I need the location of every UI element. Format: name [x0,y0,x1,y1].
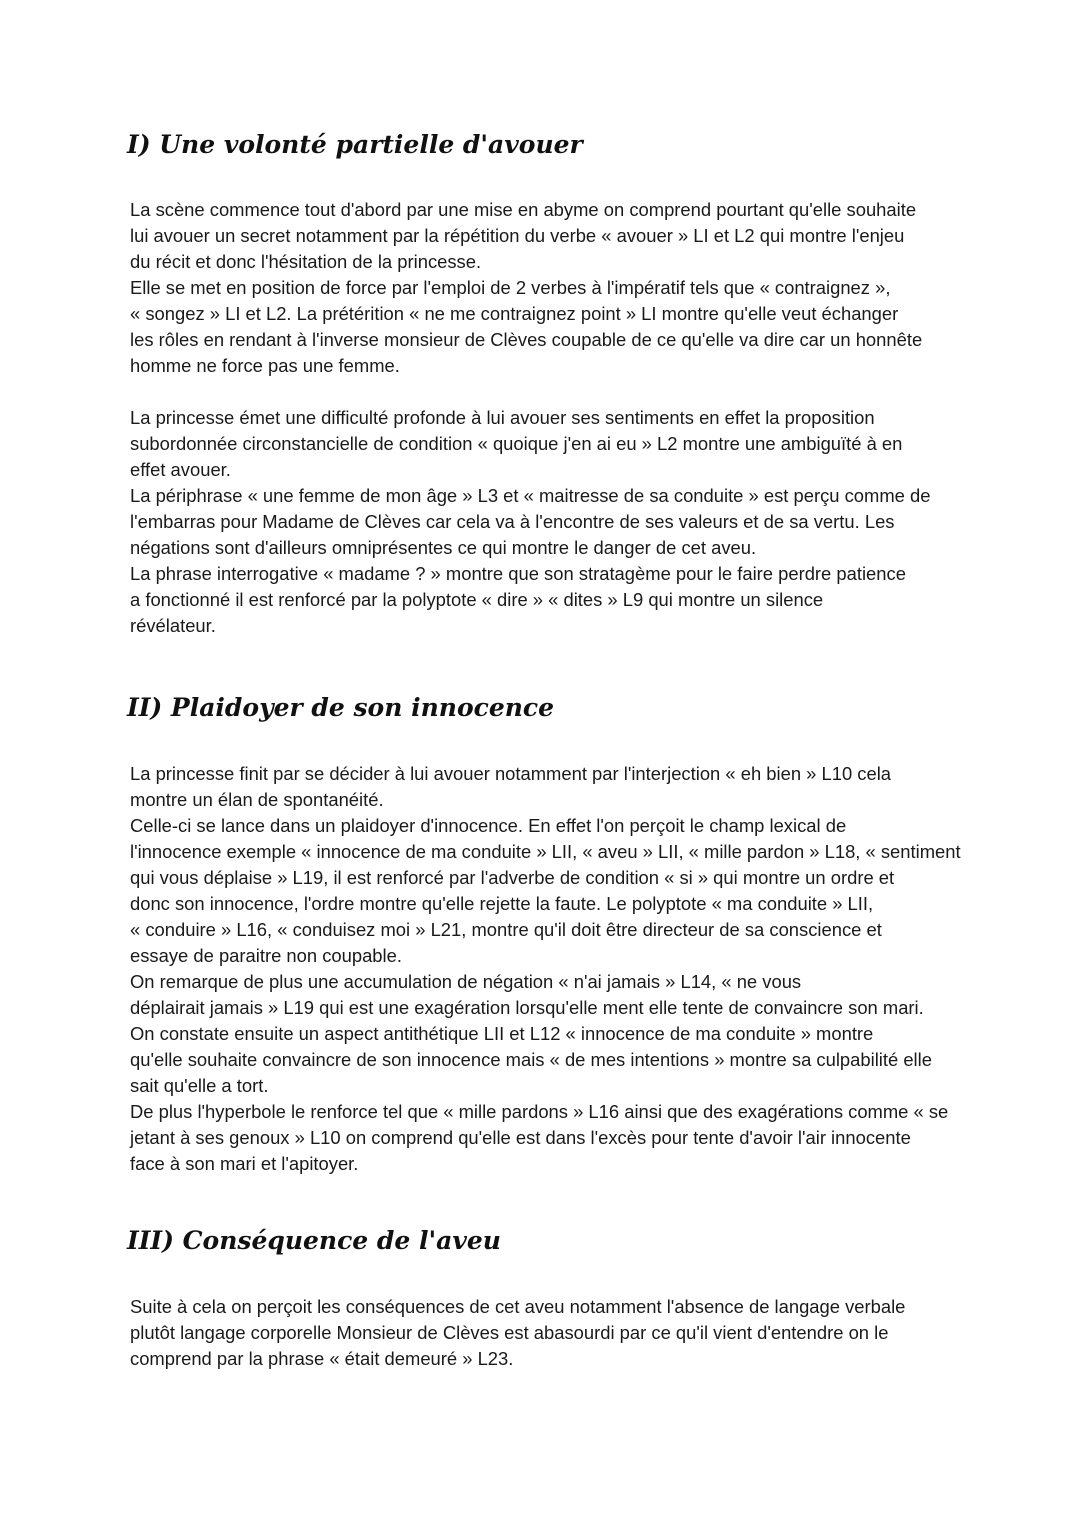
text-line: Suite à cela on perçoit les conséquences de cet aveu notamment l'absence de langage verbale [130,1296,906,1317]
text-line: négations sont d'ailleurs omniprésentes ce qui montre le danger de cet aveu. [130,537,757,558]
text-line: plutôt langage corporelle Monsieur de Clèves est abasourdi par ce qu'il vient d'entendre on le [130,1322,889,1343]
text-line: l'innocence exemple « innocence de ma conduite » LII, « aveu » LII, « mille pardon » L18, « sentiment [130,841,961,862]
text-line: subordonnée circonstancielle de condition « quoique j'en ai eu » L2 montre une ambiguïté à en [130,433,903,454]
text-line: sait qu'elle a tort. [130,1075,269,1096]
text-line: donc son innocence, l'ordre montre qu'elle rejette la faute. Le polyptote « ma conduite » LII, [130,893,874,914]
text-line: déplairait jamais » L19 qui est une exagération lorsqu'elle ment elle tente de convaincre son mari. [130,997,924,1018]
text-line: La phrase interrogative « madame ? » montre que son stratagème pour le faire perdre patience [130,563,906,584]
section-1-paragraph-1 [130,197,960,379]
text-line: De plus l'hyperbole le renforce tel que « mille pardons » L16 ainsi que des exagérations comme « se [130,1101,949,1122]
text-line: On constate ensuite un aspect antithétique LII et L12 « innocence de ma conduite » montre [130,1023,874,1044]
text-line: qu'elle souhaite convaincre de son innocence mais « de mes intentions » montre sa culpabilité elle [130,1049,932,1070]
text-line: La scène commence tout d'abord par une mise en abyme on comprend pourtant qu'elle souhaite [130,199,917,220]
text-line: Celle-ci se lance dans un plaidoyer d'innocence. En effet l'on perçoit le champ lexical de [130,815,847,836]
section-2-title: II) Plaidoyer de son innocence [127,693,555,722]
document-page [127,128,961,1372]
text-line: essaye de paraitre non coupable. [130,945,402,966]
text-line: qui vous déplaise » L19, il est renforcé par l'adverbe de condition « si » qui montre un ordre et [130,867,895,888]
text-line: montre un élan de spontanéité. [130,789,384,810]
text-line: lui avouer un secret notamment par la répétition du verbe « avouer » LI et L2 qui montre l'enjeu [130,225,905,246]
section-1-title: I) Une volonté partielle d'avouer [127,130,583,159]
text-line: La périphrase « une femme de mon âge » L3 et « maitresse de sa conduite » est perçu comme de [130,485,931,506]
text-line: face à son mari et l'apitoyer. [130,1153,359,1174]
text-line: révélateur. [130,615,216,636]
text-line: effet avouer. [130,459,231,480]
section-3-title: III) Conséquence de l'aveu [127,1226,501,1255]
text-line: « songez » LI et L2. La prétérition « ne me contraignez point » LI montre qu'elle veut échanger [130,303,899,324]
text-line: les rôles en rendant à l'inverse monsieur de Clèves coupable de ce qu'elle va dire car un honnête [130,329,923,350]
section-3-paragraph-1 [130,1294,960,1372]
text-line: La princesse finit par se décider à lui avouer notamment par l'interjection « eh bien » L10 cela [130,763,892,784]
text-line: a fonctionné il est renforcé par la polyptote « dire » « dites » L9 qui montre un silence [130,589,824,610]
text-line: « conduire » L16, « conduisez moi » L21, montre qu'il doit être directeur de sa conscience et [130,919,882,940]
text-line: Elle se met en position de force par l'emploi de 2 verbes à l'impératif tels que « contraignez », [130,277,891,298]
section-1-paragraph-2 [130,405,960,639]
text-line: du récit et donc l'hésitation de la princesse. [130,251,482,272]
text-line: jetant à ses genoux » L10 on comprend qu'elle est dans l'excès pour tente d'avoir l'air innocente [130,1127,911,1148]
text-line: l'embarras pour Madame de Clèves car cela va à l'encontre de ses valeurs et de sa vertu. Les [130,511,895,532]
text-line: On remarque de plus une accumulation de négation « n'ai jamais » L14, « ne vous [130,971,802,992]
text-line: comprend par la phrase « était demeuré » L23. [130,1348,514,1369]
section-2-paragraph-1 [130,761,960,1177]
text-line: La princesse émet une difficulté profonde à lui avouer ses sentiments en effet la proposition [130,407,875,428]
text-line: homme ne force pas une femme. [130,355,400,376]
